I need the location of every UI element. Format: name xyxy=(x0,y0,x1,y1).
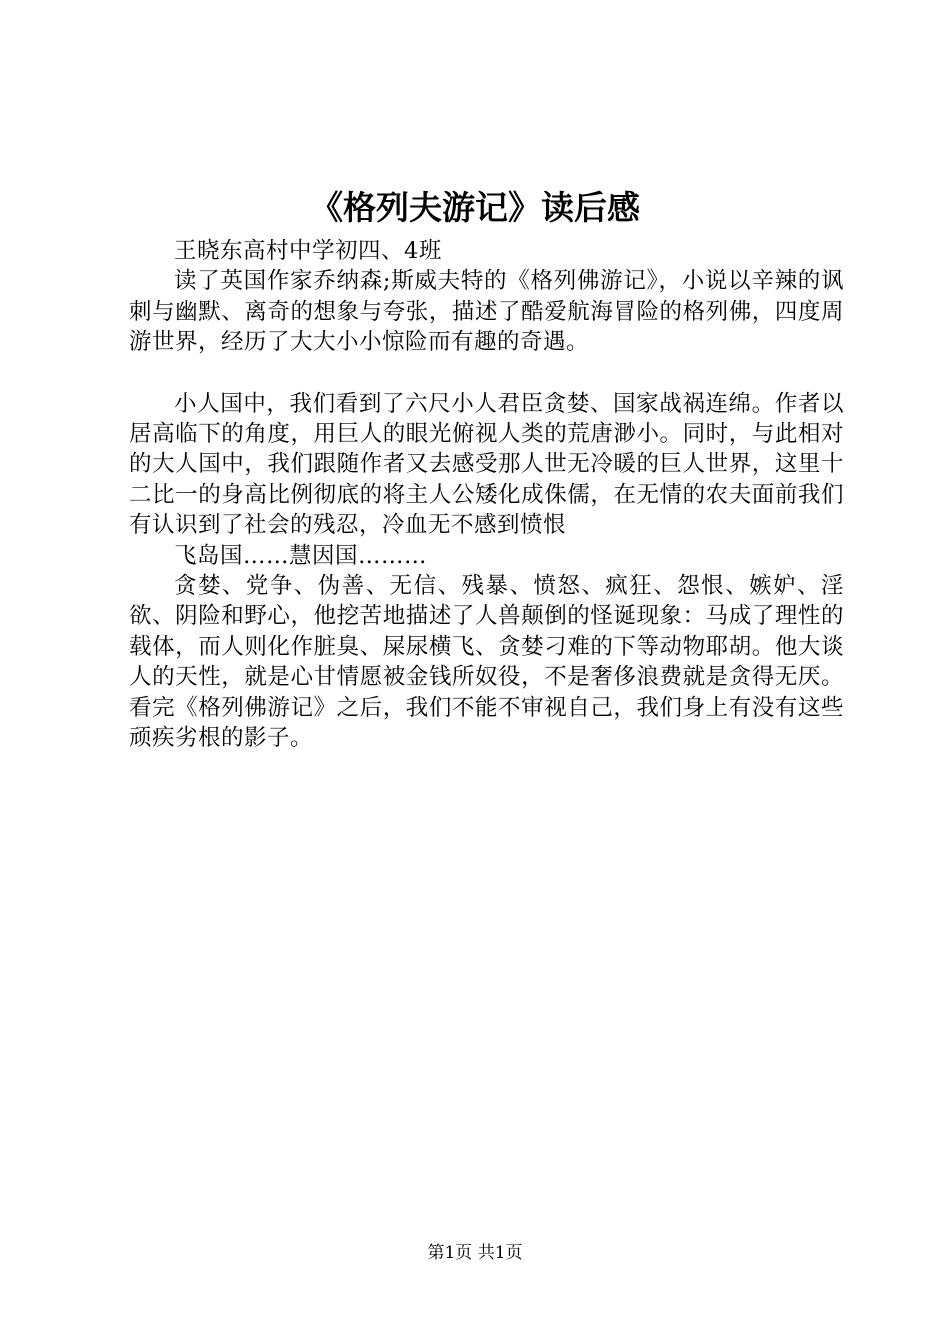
author-line: 王晓东高村中学初四、4班 xyxy=(174,238,442,264)
page-title: 《格列夫游记》读后感 xyxy=(310,188,640,227)
paragraph-conclusion: 贪婪、党争、伪善、无信、残暴、愤怒、疯狂、怨恨、嫉妒、淫欲、阴险和野心，他挖苦地描述了人兽颠倒的怪诞现象：马成了理性的载体，而人则化作脏臭、屎尿横飞、贪婪刁难的下等动物耶胡。他大谈人的天性，就是心甘情愿被金钱所奴役，不是奢侈浪费就是贪得无厌。看完《格列佛游记》之后，我们不能不审视自己，我们身上有没有这些顽疾劣根的影子。 xyxy=(129,573,844,752)
paragraph-intro: 读了英国作家乔纳森;斯威夫特的《格列佛游记》，小说以辛辣的讽刺与幽默、离奇的想象与夸张，描述了酷爱航海冒险的格列佛，四度周游世界，经历了大大小小惊险而有趣的奇遇。 xyxy=(129,268,844,356)
page-footer: 第1页 共1页 xyxy=(427,1243,523,1263)
paragraph-flying-island: 飞岛国……慧因国……… xyxy=(174,542,428,569)
paragraph-lilliput: 小人国中，我们看到了六尺小人君臣贪婪、国家战祸连绵。作者以居高临下的角度，用巨人的眼光俯视人类的荒唐渺小。同时，与此相对的大人国中，我们跟随作者又去感受那人世无冷暖的巨人世界，这里十二比一的身高比例彻底的将主人公矮化成侏儒，在无情的农夫面前我们有认识到了社会的残忍，冷血无不感到愤恨 xyxy=(129,390,844,539)
paragraph-spacer xyxy=(129,358,844,389)
document-body xyxy=(129,236,844,754)
